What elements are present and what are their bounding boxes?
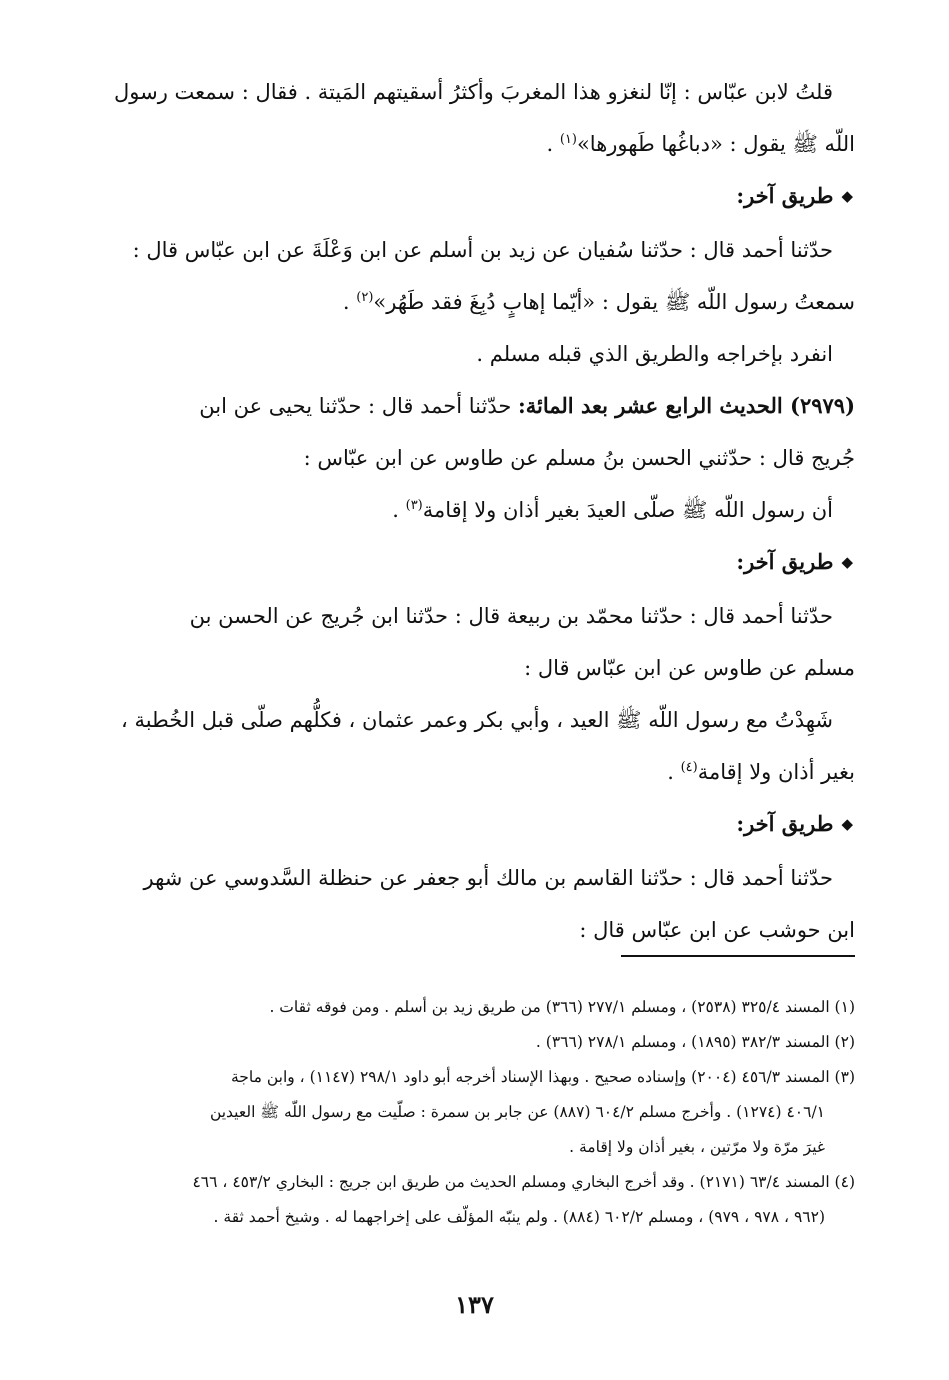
main-text bbox=[85, 66, 855, 956]
section-heading-3: ◆طريق آخر: bbox=[736, 811, 853, 836]
footnote-1: (١) المسند ٣٢٥/٤ (٢٥٣٨) ، ومسلم ٢٧٧/١ (٣٦٦) من طريق زيد بن أسلم . ومن فوقه ثقات . bbox=[269, 998, 855, 1016]
hadith-title: (٢٩٧٩) الحديث الرابع عشر بعد المائة: bbox=[518, 393, 855, 418]
footnote-ref-3[interactable]: (٣) bbox=[405, 498, 423, 513]
paragraph-2: حدّثنا أحمد قال : حدّثنا سُفيان عن زيد بن أسلم عن ابن وَعْلَةَ عن ابن عبّاس قال : سمعتُ رسول اللّه ﷺ يقول : «أيّما إهابٍ دُبِغَ فقد طَهُر»$^{(٢)}$ . bbox=[132, 238, 855, 314]
paragraph-5: أن رسول اللّه ﷺ صلّى العيدَ بغير أذان ولا إقامة$^{(٣)}$ . bbox=[392, 498, 833, 522]
diamond-icon: ◆ bbox=[841, 553, 853, 571]
paragraph-4: (٢٩٧٩) الحديث الرابع عشر بعد المائة: حدّثنا أحمد قال : حدّثنا يحيى عن ابن جُريج قال : حدّثني الحسن بنُ مسلم عن طاوس عن ابن عبّاس : bbox=[199, 393, 855, 470]
diamond-icon: ◆ bbox=[841, 815, 853, 833]
footnote-4: (٤) المسند ٦٣/٤ (٢١٧١) . وقد أخرج البخاري ومسلم الحديث من طريق ابن جريج : البخاري ٤٥٣/٢ ، ٤٦٦ (٩٦٢ ، ٩٧٨ ، ٩٧٩) ، ومسلم ٦٠٢/٢ (٨٨٤) . ولم ينبّه المؤلّف على إخراجهما له . وشيخ أحمد ثقة . bbox=[192, 1173, 855, 1226]
footnote-ref-1[interactable]: (١) bbox=[559, 132, 577, 147]
paragraph-7: شَهِدْتُ مع رسول اللّه ﷺ العيد ، وأبي بكر وعمر عثمان ، فكلُّهم صلّى قبل الخُطبة ، بغير أذان ولا إقامة$^{(٤)}$ . bbox=[120, 708, 855, 784]
section-heading-1: ◆طريق آخر: bbox=[736, 183, 853, 208]
footnote-divider bbox=[621, 955, 855, 957]
footnote-ref-4[interactable]: (٤) bbox=[680, 760, 698, 775]
section-heading-2: ◆طريق آخر: bbox=[736, 549, 853, 574]
page-number: ١٣٧ bbox=[455, 1290, 494, 1319]
footnote-ref-2[interactable]: (٢) bbox=[356, 290, 374, 305]
paragraph-3: انفرد بإخراجه والطريق الذي قبله مسلم . bbox=[476, 342, 833, 366]
paragraph-6: حدّثنا أحمد قال : حدّثنا محمّد بن ربيعة قال : حدّثنا ابن جُريج عن الحسن بن مسلم عن طاوس عن ابن عبّاس قال : bbox=[189, 604, 855, 680]
paragraph-1: قلتُ لابن عبّاس : إنّا لنغزو هذا المغربَ وأكثرُ أسقيتهم المَيتة . فقال : سمعت رسول اللّه ﷺ يقول : «دباغُها طَهورها»$^{(١)}$ . bbox=[114, 80, 855, 156]
footnotes bbox=[85, 990, 855, 1235]
footnote-2: (٢) المسند ٣٨٢/٣ (١٨٩٥) ، ومسلم ٢٧٨/١ (٣٦٦) . bbox=[535, 1033, 855, 1051]
footnote-3: (٣) المسند ٤٥٦/٣ (٢٠٠٤) وإسناده صحيح . وبهذا الإسناد أخرجه أبو داود ٢٩٨/١ (١١٤٧) ، وابن ماجة ٤٠٦/١ (١٢٧٤) . وأخرج مسلم ٦٠٤/٢ (٨٨٧) عن جابر بن سمرة : صلّيت مع رسول اللّه ﷺ العيدين غيرَ مرّة ولا مرّتين ، بغير أذان ولا إقامة . bbox=[209, 1068, 855, 1156]
paragraph-8: حدّثنا أحمد قال : حدّثنا القاسم بن مالك أبو جعفر عن حنظلة السَّدوسي عن شهر ابن حوشب عن ابن عبّاس قال : bbox=[143, 866, 855, 942]
diamond-icon: ◆ bbox=[841, 187, 853, 205]
